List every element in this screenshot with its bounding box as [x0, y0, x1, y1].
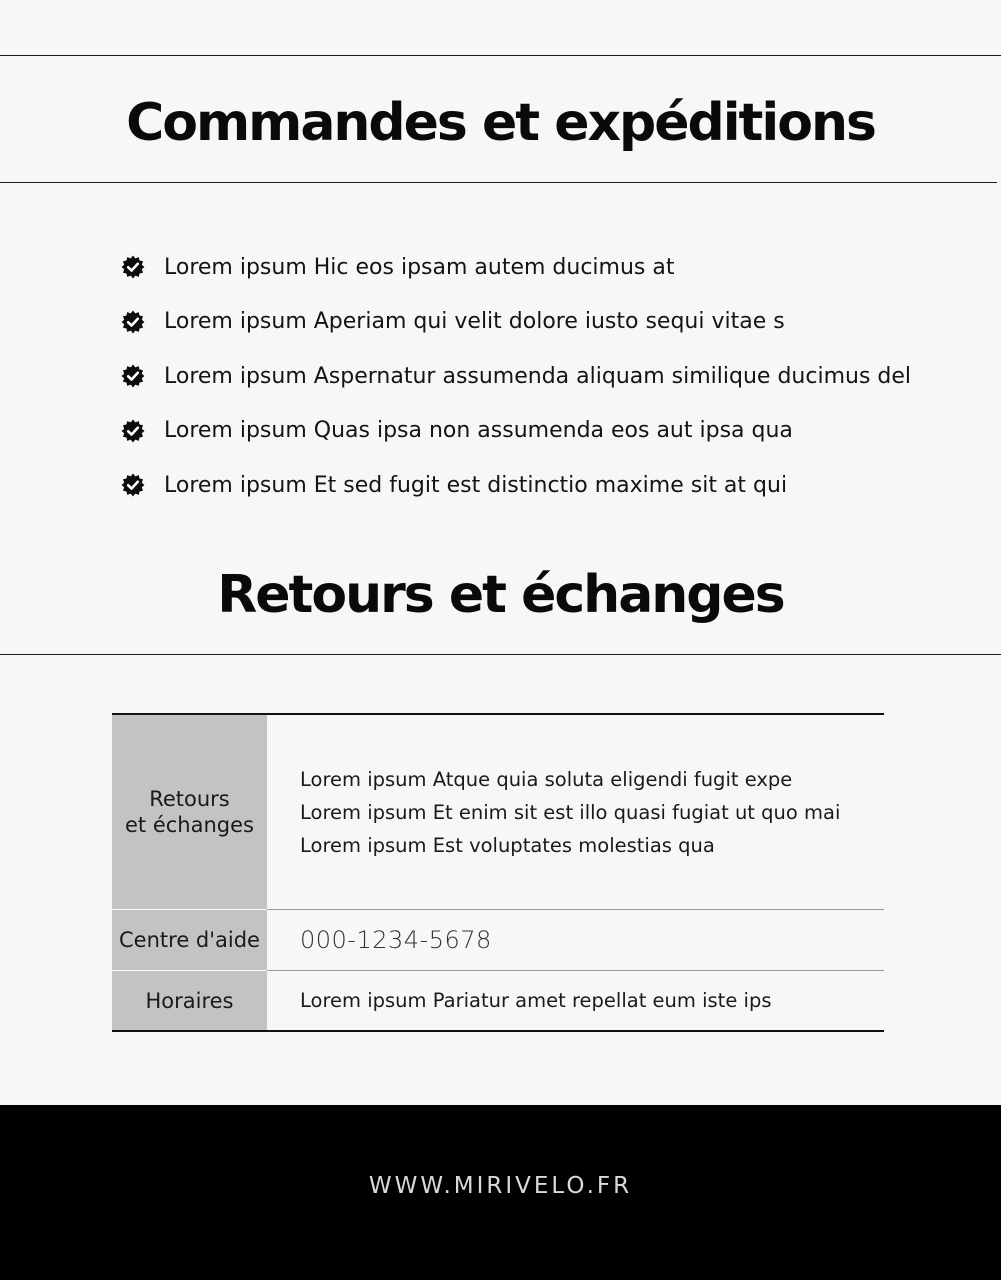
list-item [121, 295, 961, 350]
footer-website-url: WWW.MIRIVELO.FR [368, 1173, 633, 1199]
hours-value: Lorem ipsum Pariatur amet repellat eum iste ips [267, 971, 884, 1032]
returns-value-line: Lorem ipsum Atque quia soluta eligendi fugit expe [300, 767, 793, 791]
returns-value-line: Lorem ipsum Est voluptates molestias qua [300, 833, 715, 857]
footer [0, 1105, 1001, 1280]
verified-check-badge-icon [121, 310, 145, 334]
hours-label: Horaires [112, 971, 267, 1032]
help-center-label: Centre d'aide [112, 910, 267, 971]
list-item [121, 458, 961, 513]
list-item [121, 404, 961, 459]
returns-label-cell [112, 714, 267, 910]
returns-value-cell [267, 714, 884, 910]
verified-check-badge-icon [121, 473, 145, 497]
returns-label-line: Retours [149, 787, 230, 811]
returns-section-title: Retours et échanges [217, 565, 784, 625]
verified-check-badge-icon [121, 255, 145, 279]
list-item-text: Lorem ipsum Et sed fugit est distinctio maxime sit at qui [164, 472, 788, 498]
help-center-phone-cell [267, 910, 884, 971]
table-row [112, 971, 884, 1032]
list-item-text: Lorem ipsum Aperiam qui velit dolore iusto sequi vitae s [164, 309, 785, 335]
top-divider [0, 55, 1001, 56]
table-row [112, 714, 884, 910]
returns-label-line: et échanges [125, 813, 254, 837]
list-item [121, 349, 961, 404]
returns-info-table [112, 713, 884, 1032]
verified-check-badge-icon [121, 364, 145, 388]
verified-check-badge-icon [121, 419, 145, 443]
list-item-text: Lorem ipsum Quas ipsa non assumenda eos aut ipsa qua [164, 418, 793, 444]
returns-value-line: Lorem ipsum Et enim sit est illo quasi fugiat ut quo mai [300, 800, 841, 824]
orders-title-divider [0, 182, 997, 183]
orders-section-title: Commandes et expéditions [126, 93, 875, 153]
table-row [112, 910, 884, 971]
help-center-phone: 000-1234-5678 [300, 926, 492, 954]
list-item [121, 240, 961, 295]
orders-benefits-list [121, 240, 961, 513]
list-item-text: Lorem ipsum Hic eos ipsam autem ducimus at [164, 254, 675, 280]
returns-title-divider [0, 654, 1001, 655]
list-item-text: Lorem ipsum Aspernatur assumenda aliquam similique ducimus del [164, 363, 912, 389]
